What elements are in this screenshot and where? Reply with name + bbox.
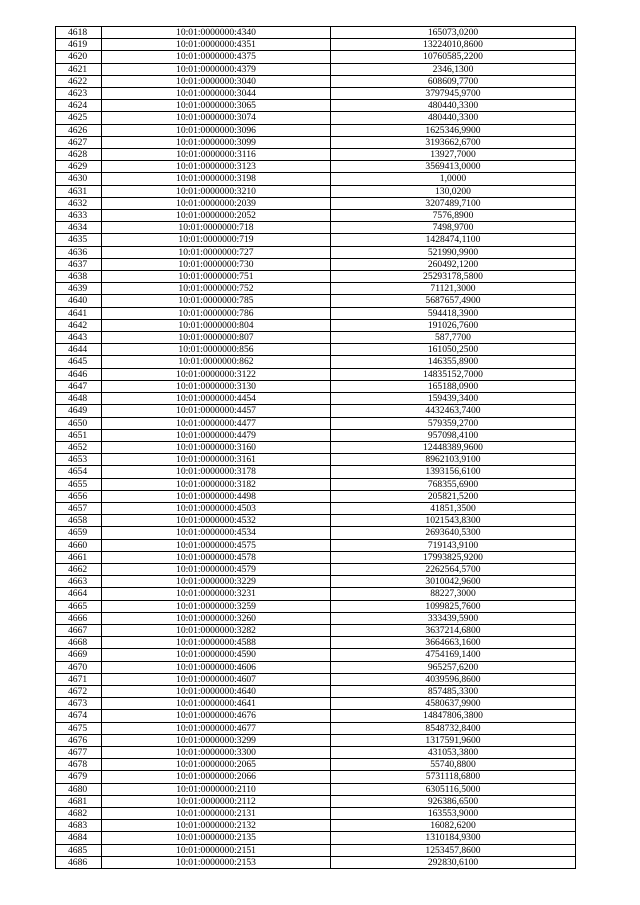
cadastral-number-cell: 10:01:0000000:4578 — [102, 551, 331, 563]
row-number-cell: 4664 — [56, 588, 102, 600]
table-row — [56, 417, 576, 429]
cadastral-number-cell: 10:01:0000000:3299 — [102, 734, 331, 746]
value-cell: 161050,2500 — [331, 344, 576, 356]
value-cell: 3193662,6700 — [331, 136, 576, 148]
row-number-cell: 4650 — [56, 417, 102, 429]
table-row — [56, 466, 576, 478]
value-cell: 260492,1200 — [331, 258, 576, 270]
row-number-cell: 4659 — [56, 527, 102, 539]
row-number-cell: 4660 — [56, 539, 102, 551]
cadastral-number-cell: 10:01:0000000:719 — [102, 234, 331, 246]
table-row — [56, 136, 576, 148]
value-cell: 12448389,9600 — [331, 441, 576, 453]
value-cell: 3207489,7100 — [331, 197, 576, 209]
row-number-cell: 4638 — [56, 271, 102, 283]
row-number-cell: 4646 — [56, 368, 102, 380]
table-row — [56, 27, 576, 39]
cadastral-number-cell: 10:01:0000000:2131 — [102, 808, 331, 820]
row-number-cell: 4669 — [56, 649, 102, 661]
table-row — [56, 234, 576, 246]
table-row — [56, 539, 576, 551]
cadastral-number-cell: 10:01:0000000:3182 — [102, 478, 331, 490]
cadastral-number-cell: 10:01:0000000:4590 — [102, 649, 331, 661]
value-cell: 8548732,8400 — [331, 722, 576, 734]
cadastral-number-cell: 10:01:0000000:2039 — [102, 197, 331, 209]
row-number-cell: 4667 — [56, 624, 102, 636]
table-row — [56, 698, 576, 710]
table-row — [56, 173, 576, 185]
value-cell: 587,7700 — [331, 332, 576, 344]
value-cell: 3797945,9700 — [331, 88, 576, 100]
value-cell: 16082,6200 — [331, 820, 576, 832]
cadastral-number-cell: 10:01:0000000:3259 — [102, 600, 331, 612]
value-cell: 3010042,9600 — [331, 576, 576, 588]
table-row — [56, 502, 576, 514]
row-number-cell: 4677 — [56, 746, 102, 758]
table-row — [56, 283, 576, 295]
value-cell: 768355,6900 — [331, 478, 576, 490]
table-row — [56, 624, 576, 636]
row-number-cell: 4629 — [56, 161, 102, 173]
table-row — [56, 563, 576, 575]
cadastral-number-cell: 10:01:0000000:4588 — [102, 637, 331, 649]
row-number-cell: 4685 — [56, 844, 102, 856]
table-row — [56, 161, 576, 173]
cadastral-number-cell: 10:01:0000000:2052 — [102, 210, 331, 222]
cadastral-number-cell: 10:01:0000000:3130 — [102, 380, 331, 392]
value-cell: 431053,3800 — [331, 746, 576, 758]
value-cell: 205821,5200 — [331, 490, 576, 502]
table-row — [56, 734, 576, 746]
table-row — [56, 527, 576, 539]
table-row — [56, 75, 576, 87]
value-cell: 4432463,7400 — [331, 405, 576, 417]
cadastral-number-cell: 10:01:0000000:4606 — [102, 661, 331, 673]
row-number-cell: 4665 — [56, 600, 102, 612]
table-row — [56, 429, 576, 441]
data-table — [55, 26, 576, 869]
cadastral-number-cell: 10:01:0000000:730 — [102, 258, 331, 270]
row-number-cell: 4684 — [56, 832, 102, 844]
cadastral-number-cell: 10:01:0000000:2153 — [102, 856, 331, 868]
table-row — [56, 710, 576, 722]
cadastral-number-cell: 10:01:0000000:3229 — [102, 576, 331, 588]
table-row — [56, 197, 576, 209]
cadastral-number-cell: 10:01:0000000:727 — [102, 246, 331, 258]
row-number-cell: 4645 — [56, 356, 102, 368]
table-row — [56, 100, 576, 112]
value-cell: 4754169,1400 — [331, 649, 576, 661]
row-number-cell: 4662 — [56, 563, 102, 575]
row-number-cell: 4624 — [56, 100, 102, 112]
table-row — [56, 808, 576, 820]
table-body — [56, 27, 576, 869]
row-number-cell: 4622 — [56, 75, 102, 87]
cadastral-number-cell: 10:01:0000000:4676 — [102, 710, 331, 722]
table-row — [56, 271, 576, 283]
cadastral-number-cell: 10:01:0000000:3260 — [102, 612, 331, 624]
value-cell: 163553,9000 — [331, 808, 576, 820]
row-number-cell: 4637 — [56, 258, 102, 270]
row-number-cell: 4644 — [56, 344, 102, 356]
row-number-cell: 4619 — [56, 39, 102, 51]
table-row — [56, 490, 576, 502]
row-number-cell: 4640 — [56, 295, 102, 307]
table-row — [56, 405, 576, 417]
value-cell: 1428474,1100 — [331, 234, 576, 246]
value-cell: 146355,8900 — [331, 356, 576, 368]
value-cell: 1625346,9900 — [331, 124, 576, 136]
table-row — [56, 344, 576, 356]
row-number-cell: 4683 — [56, 820, 102, 832]
table-row — [56, 832, 576, 844]
row-number-cell: 4630 — [56, 173, 102, 185]
value-cell: 14835152,7000 — [331, 368, 576, 380]
value-cell: 1317591,9600 — [331, 734, 576, 746]
row-number-cell: 4673 — [56, 698, 102, 710]
value-cell: 926386,6500 — [331, 795, 576, 807]
cadastral-number-cell: 10:01:0000000:4607 — [102, 673, 331, 685]
cadastral-number-cell: 10:01:0000000:4641 — [102, 698, 331, 710]
row-number-cell: 4618 — [56, 27, 102, 39]
value-cell: 333439,5900 — [331, 612, 576, 624]
value-cell: 165188,0900 — [331, 380, 576, 392]
table-row — [56, 759, 576, 771]
table-row — [56, 551, 576, 563]
table-row — [56, 393, 576, 405]
cadastral-number-cell: 10:01:0000000:786 — [102, 307, 331, 319]
cadastral-number-cell: 10:01:0000000:3231 — [102, 588, 331, 600]
value-cell: 292830,6100 — [331, 856, 576, 868]
row-number-cell: 4633 — [56, 210, 102, 222]
table-row — [56, 124, 576, 136]
cadastral-number-cell: 10:01:0000000:3198 — [102, 173, 331, 185]
value-cell: 1099825,7600 — [331, 600, 576, 612]
cadastral-number-cell: 10:01:0000000:4532 — [102, 515, 331, 527]
row-number-cell: 4641 — [56, 307, 102, 319]
value-cell: 1,0000 — [331, 173, 576, 185]
value-cell: 857485,3300 — [331, 685, 576, 697]
table-row — [56, 39, 576, 51]
value-cell: 165073,0200 — [331, 27, 576, 39]
cadastral-number-cell: 10:01:0000000:4479 — [102, 429, 331, 441]
value-cell: 4039596,8600 — [331, 673, 576, 685]
table-row — [56, 356, 576, 368]
cadastral-number-cell: 10:01:0000000:2151 — [102, 844, 331, 856]
cadastral-number-cell: 10:01:0000000:3160 — [102, 441, 331, 453]
row-number-cell: 4626 — [56, 124, 102, 136]
cadastral-number-cell: 10:01:0000000:4534 — [102, 527, 331, 539]
table-row — [56, 820, 576, 832]
table-row — [56, 112, 576, 124]
cadastral-number-cell: 10:01:0000000:4477 — [102, 417, 331, 429]
value-cell: 2346,1300 — [331, 63, 576, 75]
row-number-cell: 4648 — [56, 393, 102, 405]
row-number-cell: 4635 — [56, 234, 102, 246]
value-cell: 3664663,1600 — [331, 637, 576, 649]
value-cell: 480440,3300 — [331, 100, 576, 112]
table-row — [56, 307, 576, 319]
table-row — [56, 649, 576, 661]
cadastral-number-cell: 10:01:0000000:4454 — [102, 393, 331, 405]
row-number-cell: 4661 — [56, 551, 102, 563]
row-number-cell: 4652 — [56, 441, 102, 453]
table-row — [56, 222, 576, 234]
table-row — [56, 856, 576, 868]
table-row — [56, 844, 576, 856]
row-number-cell: 4653 — [56, 454, 102, 466]
cadastral-number-cell: 10:01:0000000:4575 — [102, 539, 331, 551]
cadastral-number-cell: 10:01:0000000:2065 — [102, 759, 331, 771]
row-number-cell: 4680 — [56, 783, 102, 795]
value-cell: 6305116,5000 — [331, 783, 576, 795]
row-number-cell: 4670 — [56, 661, 102, 673]
value-cell: 130,0200 — [331, 185, 576, 197]
table-row — [56, 771, 576, 783]
value-cell: 25293178,5800 — [331, 271, 576, 283]
value-cell: 5687657,4900 — [331, 295, 576, 307]
table-row — [56, 185, 576, 197]
cadastral-number-cell: 10:01:0000000:3161 — [102, 454, 331, 466]
value-cell: 13224010,8600 — [331, 39, 576, 51]
cadastral-number-cell: 10:01:0000000:752 — [102, 283, 331, 295]
table-row — [56, 637, 576, 649]
cadastral-number-cell: 10:01:0000000:751 — [102, 271, 331, 283]
value-cell: 4580637,9900 — [331, 698, 576, 710]
cadastral-number-cell: 10:01:0000000:856 — [102, 344, 331, 356]
cadastral-number-cell: 10:01:0000000:3116 — [102, 149, 331, 161]
value-cell: 10760585,2200 — [331, 51, 576, 63]
cadastral-number-cell: 10:01:0000000:4375 — [102, 51, 331, 63]
value-cell: 88227,3000 — [331, 588, 576, 600]
table-row — [56, 661, 576, 673]
row-number-cell: 4679 — [56, 771, 102, 783]
value-cell: 159439,3400 — [331, 393, 576, 405]
cadastral-number-cell: 10:01:0000000:3096 — [102, 124, 331, 136]
cadastral-number-cell: 10:01:0000000:4379 — [102, 63, 331, 75]
row-number-cell: 4623 — [56, 88, 102, 100]
cadastral-number-cell: 10:01:0000000:3178 — [102, 466, 331, 478]
value-cell: 1253457,8600 — [331, 844, 576, 856]
table-row — [56, 63, 576, 75]
row-number-cell: 4651 — [56, 429, 102, 441]
value-cell: 594418,3900 — [331, 307, 576, 319]
value-cell: 1021543,8300 — [331, 515, 576, 527]
value-cell: 14847806,3800 — [331, 710, 576, 722]
table-row — [56, 319, 576, 331]
row-number-cell: 4676 — [56, 734, 102, 746]
cadastral-number-cell: 10:01:0000000:3122 — [102, 368, 331, 380]
row-number-cell: 4672 — [56, 685, 102, 697]
value-cell: 3569413,0000 — [331, 161, 576, 173]
table-row — [56, 88, 576, 100]
table-row — [56, 454, 576, 466]
row-number-cell: 4674 — [56, 710, 102, 722]
table-row — [56, 332, 576, 344]
cadastral-number-cell: 10:01:0000000:3044 — [102, 88, 331, 100]
table-row — [56, 576, 576, 588]
row-number-cell: 4686 — [56, 856, 102, 868]
row-number-cell: 4621 — [56, 63, 102, 75]
row-number-cell: 4675 — [56, 722, 102, 734]
value-cell: 2693640,5300 — [331, 527, 576, 539]
table-row — [56, 380, 576, 392]
table-row — [56, 685, 576, 697]
cadastral-number-cell: 10:01:0000000:3300 — [102, 746, 331, 758]
cadastral-number-cell: 10:01:0000000:804 — [102, 319, 331, 331]
row-number-cell: 4657 — [56, 502, 102, 514]
value-cell: 1310184,9300 — [331, 832, 576, 844]
cadastral-number-cell: 10:01:0000000:4640 — [102, 685, 331, 697]
value-cell: 55740,8800 — [331, 759, 576, 771]
row-number-cell: 4643 — [56, 332, 102, 344]
value-cell: 5731118,6800 — [331, 771, 576, 783]
row-number-cell: 4639 — [56, 283, 102, 295]
cadastral-number-cell: 10:01:0000000:3099 — [102, 136, 331, 148]
value-cell: 191026,7600 — [331, 319, 576, 331]
row-number-cell: 4627 — [56, 136, 102, 148]
row-number-cell: 4668 — [56, 637, 102, 649]
cadastral-number-cell: 10:01:0000000:3074 — [102, 112, 331, 124]
value-cell: 1393156,6100 — [331, 466, 576, 478]
value-cell: 7576,8900 — [331, 210, 576, 222]
cadastral-number-cell: 10:01:0000000:2110 — [102, 783, 331, 795]
cadastral-number-cell: 10:01:0000000:3210 — [102, 185, 331, 197]
row-number-cell: 4671 — [56, 673, 102, 685]
value-cell: 480440,3300 — [331, 112, 576, 124]
value-cell: 965257,6200 — [331, 661, 576, 673]
table-row — [56, 673, 576, 685]
cadastral-number-cell: 10:01:0000000:4351 — [102, 39, 331, 51]
row-number-cell: 4649 — [56, 405, 102, 417]
value-cell: 719143,9100 — [331, 539, 576, 551]
table-row — [56, 368, 576, 380]
value-cell: 608609,7700 — [331, 75, 576, 87]
table-row — [56, 600, 576, 612]
cadastral-number-cell: 10:01:0000000:2135 — [102, 832, 331, 844]
value-cell: 579359,2700 — [331, 417, 576, 429]
table-row — [56, 246, 576, 258]
cadastral-number-cell: 10:01:0000000:4498 — [102, 490, 331, 502]
cadastral-number-cell: 10:01:0000000:4579 — [102, 563, 331, 575]
row-number-cell: 4666 — [56, 612, 102, 624]
row-number-cell: 4678 — [56, 759, 102, 771]
table-row — [56, 783, 576, 795]
value-cell: 41851,3500 — [331, 502, 576, 514]
row-number-cell: 4636 — [56, 246, 102, 258]
cadastral-number-cell: 10:01:0000000:3282 — [102, 624, 331, 636]
row-number-cell: 4655 — [56, 478, 102, 490]
cadastral-number-cell: 10:01:0000000:718 — [102, 222, 331, 234]
row-number-cell: 4681 — [56, 795, 102, 807]
table-row — [56, 51, 576, 63]
row-number-cell: 4682 — [56, 808, 102, 820]
value-cell: 8962103,9100 — [331, 454, 576, 466]
value-cell: 521990,9900 — [331, 246, 576, 258]
table-row — [56, 515, 576, 527]
row-number-cell: 4654 — [56, 466, 102, 478]
cadastral-number-cell: 10:01:0000000:862 — [102, 356, 331, 368]
row-number-cell: 4647 — [56, 380, 102, 392]
cadastral-number-cell: 10:01:0000000:2132 — [102, 820, 331, 832]
cadastral-number-cell: 10:01:0000000:807 — [102, 332, 331, 344]
table-row — [56, 295, 576, 307]
table-row — [56, 441, 576, 453]
cadastral-number-cell: 10:01:0000000:4503 — [102, 502, 331, 514]
cadastral-number-cell: 10:01:0000000:785 — [102, 295, 331, 307]
table-row — [56, 210, 576, 222]
value-cell: 17993825,9200 — [331, 551, 576, 563]
table-row — [56, 478, 576, 490]
cadastral-number-cell: 10:01:0000000:4457 — [102, 405, 331, 417]
row-number-cell: 4632 — [56, 197, 102, 209]
value-cell: 7498,9700 — [331, 222, 576, 234]
cadastral-number-cell: 10:01:0000000:3040 — [102, 75, 331, 87]
row-number-cell: 4620 — [56, 51, 102, 63]
cadastral-number-cell: 10:01:0000000:4677 — [102, 722, 331, 734]
row-number-cell: 4634 — [56, 222, 102, 234]
row-number-cell: 4656 — [56, 490, 102, 502]
cadastral-number-cell: 10:01:0000000:3065 — [102, 100, 331, 112]
table-row — [56, 722, 576, 734]
table-row — [56, 795, 576, 807]
table-row — [56, 149, 576, 161]
value-cell: 13927,7000 — [331, 149, 576, 161]
row-number-cell: 4642 — [56, 319, 102, 331]
row-number-cell: 4663 — [56, 576, 102, 588]
table-row — [56, 612, 576, 624]
row-number-cell: 4631 — [56, 185, 102, 197]
cadastral-number-cell: 10:01:0000000:4340 — [102, 27, 331, 39]
cadastral-number-cell: 10:01:0000000:2112 — [102, 795, 331, 807]
cadastral-number-cell: 10:01:0000000:3123 — [102, 161, 331, 173]
table-row — [56, 746, 576, 758]
value-cell: 2262564,5700 — [331, 563, 576, 575]
row-number-cell: 4658 — [56, 515, 102, 527]
value-cell: 957098,4100 — [331, 429, 576, 441]
value-cell: 71121,3000 — [331, 283, 576, 295]
value-cell: 3637214,6800 — [331, 624, 576, 636]
cadastral-number-cell: 10:01:0000000:2066 — [102, 771, 331, 783]
row-number-cell: 4628 — [56, 149, 102, 161]
row-number-cell: 4625 — [56, 112, 102, 124]
table-row — [56, 588, 576, 600]
table-row — [56, 258, 576, 270]
